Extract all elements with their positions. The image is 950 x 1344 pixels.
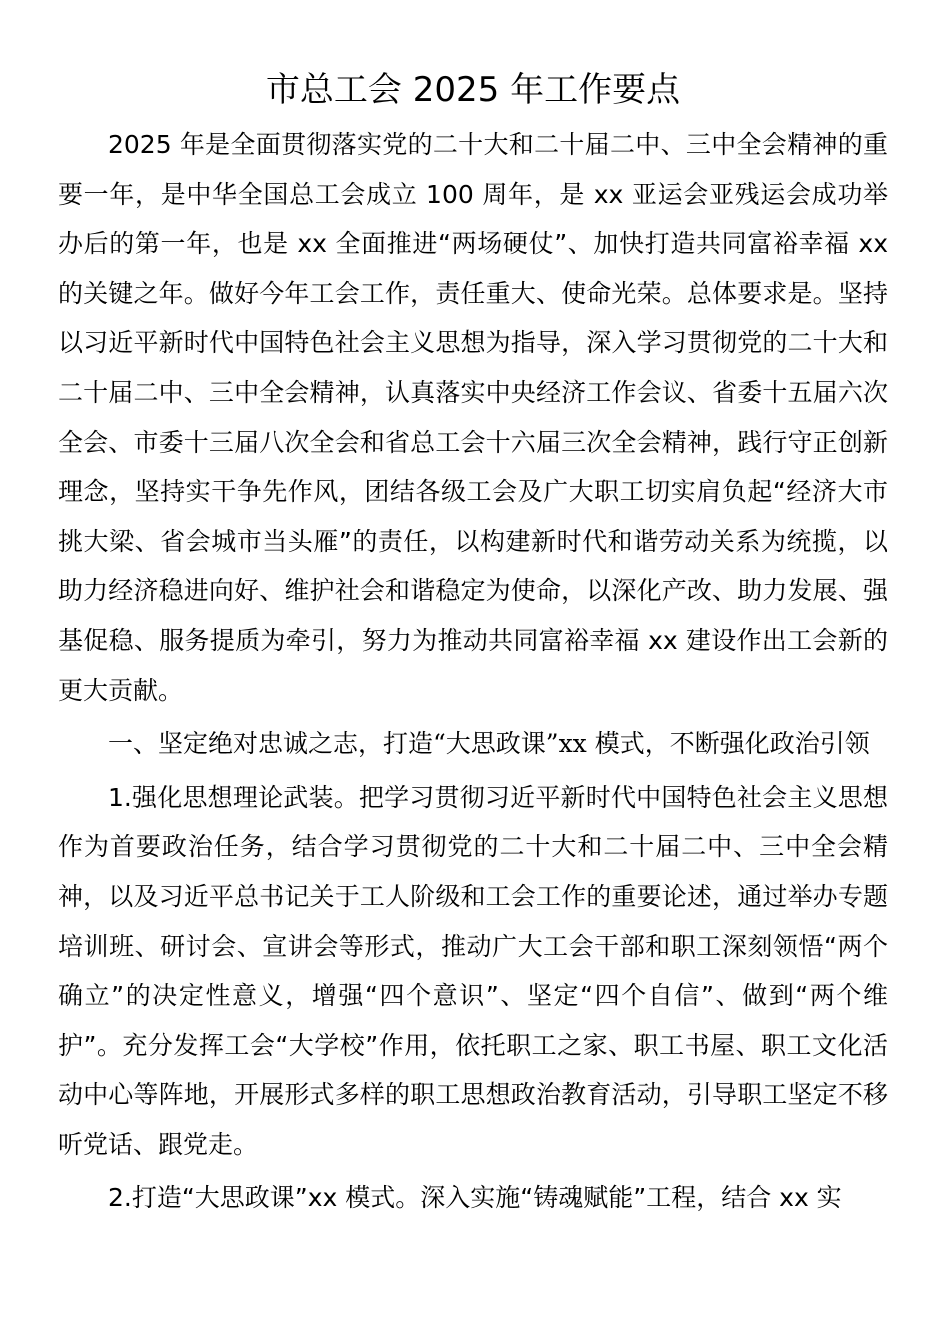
section-1-heading: 一、坚定绝对忠诚之志，打造“大思政课”xx 模式，不断强化政治引领: [108, 729, 870, 759]
item-1-paragraph: 1.强化思想理论武装。把学习贯彻习近平新时代中国特色社会主义思想作为首要政治任务，结合学习贯彻党的二十大和二十届二中、三中全会精神，以及习近平总书记关于工人阶级和工会工作的重要论述，通过举办专题培训班、研讨会、宣讲会等形式，推动广大工会干部和职工深刻领悟“两个确立”的决定性意义，增强“四个意识”、坚定“四个自信”、做到“两个维护”。充分发挥工会“大学校”作用，依托职工之家、职工书屋、职工文化活动中心等阵地，开展形式多样的职工思想政治教育活动，引导职工坚定不移听党话、跟党走。: [58, 782, 888, 1159]
item-2-paragraph: 2.打造“大思政课”xx 模式。深入实施“铸魂赋能”工程，结合 xx 实: [108, 1183, 842, 1213]
document-title: 市总工会 2025 年工作要点: [265, 70, 681, 110]
intro-paragraph: 2025 年是全面贯彻落实党的二十大和二十届二中、三中全会精神的重要一年，是中华全国总工会成立 100 周年，是 xx 亚运会亚残运会成功举办后的第一年，也是 xx 全面推进“两场硬仗”、加快打造共同富裕幸福 xx 的关键之年。做好今年工会工作，责任重大、使命光荣。总体要求是。坚持以习近平新时代中国特色社会主义思想为指导，深入学习贯彻党的二十大和二十届二中、三中全会精神，认真落实中央经济工作会议、省委十五届六次全会、市委十三届八次全会和省总工会十六届三次全会精神，践行守正创新理念，坚持实干争先作风，团结各级工会及广大职工切实肩负起“经济大市挑大梁、省会城市当头雁”的责任，以构建新时代和谐劳动关系为统揽，以助力经济稳进向好、维护社会和谐稳定为使命，以深化产改、助力发展、强基促稳、服务提质为牵引，努力为推动共同富裕幸福 xx 建设作出工会新的更大贡献。: [58, 130, 888, 705]
document-page: [58, 68, 888, 1223]
